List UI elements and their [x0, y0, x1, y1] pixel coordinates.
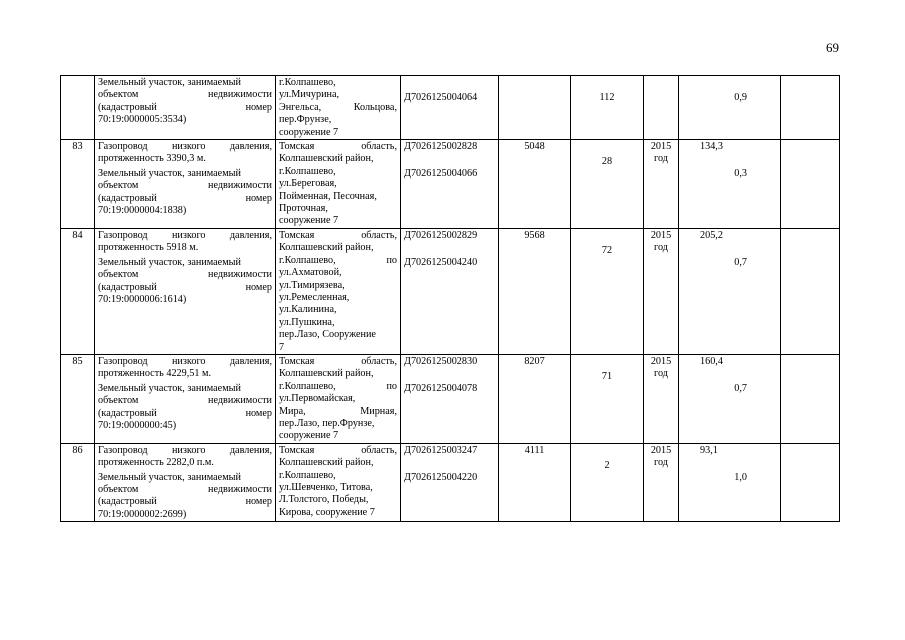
land-plot-name: Земельный участок, занимаемый [98, 77, 241, 88]
address-line: ул.Ахматовой, [279, 267, 342, 279]
address-line: сооружение 7 [279, 215, 339, 227]
row-number [61, 140, 95, 229]
gas-value: 160,4 [700, 355, 723, 367]
land-plot-object-line: объектом недвижимости [98, 484, 272, 495]
row-number-text: 84 [72, 229, 83, 241]
registry-table [60, 75, 840, 522]
address-lines [279, 445, 397, 519]
year-unit: год [654, 242, 668, 254]
land-inventory-code: Д7026125004220 [404, 472, 478, 484]
land-plot-name: Земельный участок, занимаемый [98, 382, 241, 394]
empty-cell [781, 354, 840, 443]
table-row [61, 76, 840, 140]
code-spacer [404, 242, 495, 257]
land-plot-cadastral-line: (кадастровый номер [98, 192, 272, 204]
code-spacer [404, 457, 495, 472]
page-number: 69 [826, 40, 839, 55]
address-lines [279, 356, 397, 443]
year-unit: год [654, 153, 668, 165]
address-line: пер.Лазо, Сооружение [279, 329, 376, 341]
inventory-code-cell [401, 443, 499, 521]
value-cell [679, 228, 781, 354]
land-plot-object-line: объектом недвижимости [98, 180, 272, 192]
land-value: 1,0 [734, 472, 747, 484]
object-name-cell [95, 228, 276, 354]
land-plot-name: Земельный участок, занимаемый [98, 167, 241, 179]
land-plot-name: Земельный участок, занимаемый [98, 471, 241, 483]
year-unit: год [654, 368, 668, 380]
land-plot-cadastral-line: (кадастровый номер [98, 101, 272, 113]
empty-cell [781, 228, 840, 354]
address-line: Пойменная, Песочная, [279, 190, 377, 202]
value-cell [679, 354, 781, 443]
address-cell [276, 228, 401, 354]
land-inventory-code: Д7026125004066 [404, 168, 478, 180]
empty-cell [781, 76, 840, 140]
gas-inventory-code: Д7026125002829 [404, 229, 478, 241]
year-cell [644, 354, 679, 443]
address-line: ул.Тимирязева, [279, 279, 345, 291]
land-plot-cadastral-line: (кадастровый номер [98, 407, 272, 419]
count-spacer [574, 141, 640, 156]
gas-inventory-code: Д7026125003247 [404, 444, 478, 456]
year-cell [644, 76, 679, 140]
value-spacer [682, 368, 777, 383]
address-line: г.Колпашево, по [279, 254, 397, 266]
year-cell [644, 140, 679, 229]
address-cell [276, 140, 401, 229]
value-cell [679, 76, 781, 140]
address-line: Колпашевский район, [279, 368, 374, 380]
inventory-code-cell [401, 354, 499, 443]
address-line: ул.Береговая, [279, 178, 337, 190]
value-spacer [682, 77, 777, 92]
land-plot-object-line: объектом недвижимости [98, 395, 272, 407]
land-value: 0,3 [734, 168, 747, 180]
land-inventory-code: Д7026125004240 [404, 257, 478, 269]
land-count-cell [571, 354, 644, 443]
address-line: Колпашевский район, [279, 153, 374, 165]
land-plot-cadastral-line: (кадастровый номер [98, 496, 272, 508]
gas-value: 134,3 [700, 141, 723, 153]
land-plot-object-line: объектом недвижимости [98, 89, 272, 101]
address-cell [276, 76, 401, 140]
cadastral-number: 70:19:0000002:2699) [98, 508, 187, 520]
count-spacer [574, 445, 640, 460]
row-number-text: 83 [72, 141, 83, 153]
object-name-cell [95, 76, 276, 140]
land-plot-object-line: объектом недвижимости [98, 269, 272, 281]
address-lines [279, 230, 397, 354]
gas-value: 205,2 [700, 229, 723, 241]
value-cell [679, 443, 781, 521]
gas-pipeline-name: Газопровод низкого давления, протяженность 4229,51 м. [98, 355, 272, 380]
land-count: 72 [601, 244, 613, 256]
land-count: 112 [599, 92, 615, 103]
address-line: ул.Ремесленная, [279, 291, 350, 303]
address-line: г.Колпашево, [279, 469, 336, 481]
code-spacer [404, 368, 495, 383]
address-line: Томская область, [279, 229, 397, 241]
value-spacer [682, 457, 777, 472]
address-line: ул.Шевченко, Титова, [279, 482, 373, 493]
land-count-cell [571, 76, 644, 140]
count-spacer [574, 77, 640, 92]
year-cell [644, 228, 679, 354]
land-count: 28 [601, 156, 613, 168]
address-line: Колпашевский район, [279, 457, 374, 469]
address-lines [279, 141, 397, 228]
row-number [61, 443, 95, 521]
table-row [61, 228, 840, 354]
address-cell [276, 443, 401, 521]
land-value: 0,7 [734, 383, 747, 395]
cadastral-number: 70:19:0000005:3534) [98, 114, 187, 126]
address-line: Томская область, [279, 141, 397, 153]
empty-cell [781, 443, 840, 521]
row-number-text: 86 [72, 444, 83, 456]
table-row [61, 140, 840, 229]
land-count: 2 [604, 459, 610, 471]
gas-value: 93,1 [700, 444, 718, 456]
inventory-code-cell [401, 76, 499, 140]
value-spacer [682, 242, 777, 257]
object-name-cell [95, 354, 276, 443]
inventory-code-cell [401, 228, 499, 354]
land-plot-name: Земельный участок, занимаемый [98, 256, 241, 268]
length-cell [499, 140, 571, 229]
length-cell [499, 354, 571, 443]
address-line: Л.Толстого, Победы, [279, 494, 369, 506]
address-line: пер.Лазо, пер.Фрунзе, [279, 417, 375, 429]
inventory-code-cell [401, 140, 499, 229]
address-lines [279, 77, 397, 139]
land-inventory-code: Д7026125004064 [404, 92, 478, 103]
address-cell [276, 354, 401, 443]
row-number [61, 76, 95, 140]
year-unit: год [654, 457, 668, 469]
year-cell [644, 443, 679, 521]
gas-inventory-code: Д7026125002830 [404, 355, 478, 367]
year-value: 2015 [650, 355, 672, 367]
address-line: 7 [279, 341, 285, 353]
cadastral-number: 70:19:0000006:1614) [98, 293, 187, 305]
row-number [61, 354, 95, 443]
address-line: Мира, Мирная, [279, 405, 397, 417]
object-name-cell [95, 443, 276, 521]
address-line: ул.Пушкина, [279, 316, 335, 328]
year-value: 2015 [650, 141, 672, 153]
row-number-text: 85 [72, 355, 83, 367]
count-spacer [574, 230, 640, 245]
value-spacer [682, 153, 777, 168]
address-line: г.Колпашево, [279, 165, 336, 177]
land-plot-cadastral-line: (кадастровый номер [98, 281, 272, 293]
pipeline-length: 5048 [524, 141, 545, 153]
gas-pipeline-name: Газопровод низкого давления, протяженность 2282,0 п.м. [98, 444, 272, 469]
address-line: пер.Фрунзе, [279, 114, 332, 126]
row-number [61, 228, 95, 354]
pipeline-length: 4111 [524, 444, 545, 456]
length-cell [499, 76, 571, 140]
year-value: 2015 [650, 229, 672, 241]
table-row [61, 443, 840, 521]
land-count-cell [571, 140, 644, 229]
address-line: Томская область, [279, 444, 397, 456]
gas-inventory-code: Д7026125002828 [404, 141, 478, 153]
empty-cell [781, 140, 840, 229]
gas-pipeline-name: Газопровод низкого давления, протяженность 5918 м. [98, 229, 272, 254]
address-line: Энгельса, Кольцова, [279, 101, 397, 113]
length-cell [499, 228, 571, 354]
address-line: Кирова, сооружение 7 [279, 506, 375, 518]
address-line: ул.Мичурина, [279, 89, 340, 101]
address-line: Колпашевский район, [279, 242, 374, 254]
address-line: сооружение 7 [279, 126, 339, 138]
table-row [61, 354, 840, 443]
address-line: г.Колпашево, [279, 77, 336, 88]
length-cell [499, 443, 571, 521]
land-inventory-code: Д7026125004078 [404, 383, 478, 395]
pipeline-length: 8207 [524, 355, 545, 367]
code-spacer [404, 153, 495, 168]
address-line: г.Колпашево, по [279, 380, 397, 392]
cadastral-number: 70:19:0000004:1838) [98, 205, 187, 217]
address-line: Проточная, [279, 203, 328, 215]
code-spacer [404, 77, 495, 92]
object-name-cell [95, 140, 276, 229]
year-value: 2015 [650, 444, 672, 456]
address-line: Томская область, [279, 355, 397, 367]
value-cell [679, 140, 781, 229]
land-count-cell [571, 443, 644, 521]
pipeline-length: 9568 [524, 229, 545, 241]
address-line: ул.Калинина, [279, 304, 337, 316]
land-value: 0,7 [734, 257, 747, 269]
address-line: сооружение 7 [279, 430, 339, 442]
land-count-cell [571, 228, 644, 354]
cadastral-number: 70:19:0000000:45) [98, 419, 177, 431]
land-value: 0,9 [734, 92, 747, 103]
count-spacer [574, 356, 640, 371]
address-line: ул.Первомайская, [279, 393, 356, 405]
land-count: 71 [601, 370, 613, 382]
gas-pipeline-name: Газопровод низкого давления, протяженность 3390,3 м. [98, 141, 272, 165]
